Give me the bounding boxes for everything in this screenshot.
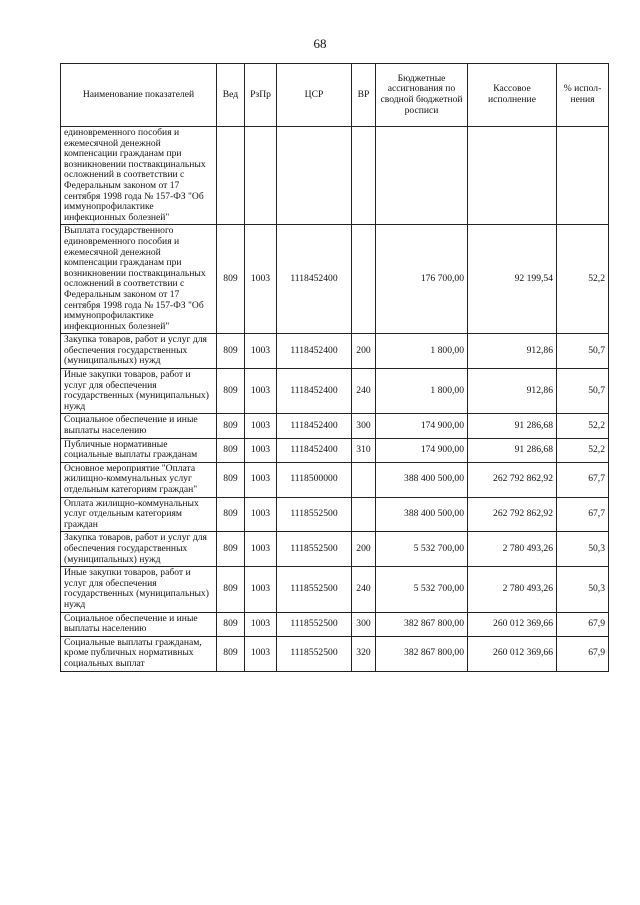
cell-name: единовременного пособия и ежемесячной денежной компенсации гражданам при возникновении поствакцинальных осложнений в соответствии с Федеральным законом от 17 сентября 1998 года № 157-ФЗ "Об иммунопрофилактике инфекционных болезней" [61, 127, 217, 225]
table-row [61, 127, 609, 225]
cell-csr: 1118552500 [277, 497, 352, 532]
cell-name: Социальное обеспечение и иные выплаты населению [61, 414, 217, 438]
table-row [61, 612, 609, 636]
cell-vr: 240 [352, 567, 376, 612]
cell-csr: 1118452400 [277, 334, 352, 369]
cell-vr: 320 [352, 636, 376, 671]
cell-ved: 809 [217, 334, 245, 369]
cell-ved: 809 [217, 462, 245, 497]
cell-name: Основное мероприятие "Оплата жилищно-коммунальных услуг отдельным категориям граждан" [61, 462, 217, 497]
cell-rzpr: 1003 [245, 612, 277, 636]
table-row [61, 414, 609, 438]
header-csr: ЦСР [277, 64, 352, 127]
cell-cash: 2 780 493,26 [468, 532, 557, 567]
cell-vr [352, 497, 376, 532]
cell-csr [277, 127, 352, 225]
cell-name: Закупка товаров, работ и услуг для обеспечения государственных (муниципальных) нужд [61, 532, 217, 567]
cell-cash: 2 780 493,26 [468, 567, 557, 612]
cell-rzpr: 1003 [245, 532, 277, 567]
cell-csr: 1118452400 [277, 225, 352, 334]
cell-budget [376, 127, 468, 225]
cell-cash: 912,86 [468, 334, 557, 369]
cell-percent: 52,2 [557, 414, 609, 438]
cell-percent: 52,2 [557, 438, 609, 462]
cell-name: Публичные нормативные социальные выплаты гражданам [61, 438, 217, 462]
cell-budget: 388 400 500,00 [376, 462, 468, 497]
cell-name: Социальные выплаты гражданам, кроме публичных нормативных социальных выплат [61, 636, 217, 671]
cell-rzpr: 1003 [245, 497, 277, 532]
cell-budget: 382 867 800,00 [376, 636, 468, 671]
header-name: Наименование показателей [61, 64, 217, 127]
cell-budget: 1 800,00 [376, 334, 468, 369]
cell-percent [557, 127, 609, 225]
cell-vr [352, 127, 376, 225]
header-budget: Бюджетные ассигнования по сводной бюджетной росписи [376, 64, 468, 127]
cell-budget: 176 700,00 [376, 225, 468, 334]
cell-budget: 5 532 700,00 [376, 532, 468, 567]
cell-ved: 809 [217, 497, 245, 532]
cell-percent: 50,7 [557, 334, 609, 369]
cell-ved: 809 [217, 414, 245, 438]
cell-cash: 260 012 369,66 [468, 636, 557, 671]
cell-rzpr: 1003 [245, 567, 277, 612]
cell-budget: 388 400 500,00 [376, 497, 468, 532]
cell-rzpr: 1003 [245, 438, 277, 462]
cell-ved: 809 [217, 532, 245, 567]
header-cash: Кассовое исполнение [468, 64, 557, 127]
cell-csr: 1118500000 [277, 462, 352, 497]
cell-name: Социальное обеспечение и иные выплаты населению [61, 612, 217, 636]
cell-csr: 1118552500 [277, 636, 352, 671]
cell-cash: 91 286,68 [468, 438, 557, 462]
table-row [61, 438, 609, 462]
budget-execution-table [60, 63, 609, 672]
cell-csr: 1118552500 [277, 612, 352, 636]
cell-vr: 300 [352, 414, 376, 438]
table-row [61, 532, 609, 567]
table-row [61, 334, 609, 369]
table-row [61, 369, 609, 414]
cell-percent: 67,7 [557, 497, 609, 532]
cell-percent: 52,2 [557, 225, 609, 334]
cell-cash: 912,86 [468, 369, 557, 414]
cell-vr: 300 [352, 612, 376, 636]
cell-name: Закупка товаров, работ и услуг для обеспечения государственных (муниципальных) нужд [61, 334, 217, 369]
cell-cash: 262 792 862,92 [468, 497, 557, 532]
cell-ved: 809 [217, 636, 245, 671]
cell-percent: 50,7 [557, 369, 609, 414]
cell-rzpr [245, 127, 277, 225]
table-row [61, 567, 609, 612]
table-row [61, 636, 609, 671]
cell-percent: 67,7 [557, 462, 609, 497]
header-percent: % испол-нения [557, 64, 609, 127]
table-header-row [61, 64, 609, 127]
table-row [61, 497, 609, 532]
cell-vr: 240 [352, 369, 376, 414]
cell-percent: 67,9 [557, 636, 609, 671]
cell-ved [217, 127, 245, 225]
cell-percent: 50,3 [557, 567, 609, 612]
cell-budget: 174 900,00 [376, 414, 468, 438]
cell-ved: 809 [217, 612, 245, 636]
cell-cash [468, 127, 557, 225]
header-rzpr: РзПр [245, 64, 277, 127]
cell-ved: 809 [217, 567, 245, 612]
cell-name: Выплата государственного единовременного пособия и ежемесячной денежной компенсации гражданам при возникновении поствакцинальных осложнений в соответствии с Федеральным законом от 17 сентября 1998 года № 157-ФЗ "Об иммунопрофилактике инфекционных болезней" [61, 225, 217, 334]
cell-rzpr: 1003 [245, 636, 277, 671]
cell-csr: 1118452400 [277, 414, 352, 438]
page-number: 68 [313, 36, 327, 51]
cell-percent: 50,3 [557, 532, 609, 567]
cell-cash: 262 792 862,92 [468, 462, 557, 497]
cell-cash: 260 012 369,66 [468, 612, 557, 636]
cell-name: Иные закупки товаров, работ и услуг для обеспечения государственных (муниципальных) нужд [61, 567, 217, 612]
table-row [61, 462, 609, 497]
cell-budget: 5 532 700,00 [376, 567, 468, 612]
cell-csr: 1118552500 [277, 567, 352, 612]
cell-ved: 809 [217, 438, 245, 462]
cell-rzpr: 1003 [245, 414, 277, 438]
cell-rzpr: 1003 [245, 462, 277, 497]
header-vr: ВР [352, 64, 376, 127]
cell-name: Оплата жилищно-коммунальных услуг отдельным категориям граждан [61, 497, 217, 532]
cell-budget: 1 800,00 [376, 369, 468, 414]
cell-rzpr: 1003 [245, 334, 277, 369]
cell-rzpr: 1003 [245, 225, 277, 334]
cell-name: Иные закупки товаров, работ и услуг для обеспечения государственных (муниципальных) нужд [61, 369, 217, 414]
cell-vr: 200 [352, 334, 376, 369]
header-ved: Вед [217, 64, 245, 127]
cell-cash: 91 286,68 [468, 414, 557, 438]
cell-percent: 67,9 [557, 612, 609, 636]
cell-rzpr: 1003 [245, 369, 277, 414]
cell-vr: 310 [352, 438, 376, 462]
table-row [61, 225, 609, 334]
cell-ved: 809 [217, 225, 245, 334]
cell-csr: 1118452400 [277, 438, 352, 462]
cell-budget: 174 900,00 [376, 438, 468, 462]
cell-budget: 382 867 800,00 [376, 612, 468, 636]
cell-vr [352, 225, 376, 334]
cell-csr: 1118552500 [277, 532, 352, 567]
cell-vr: 200 [352, 532, 376, 567]
cell-cash: 92 199,54 [468, 225, 557, 334]
cell-vr [352, 462, 376, 497]
cell-ved: 809 [217, 369, 245, 414]
cell-csr: 1118452400 [277, 369, 352, 414]
